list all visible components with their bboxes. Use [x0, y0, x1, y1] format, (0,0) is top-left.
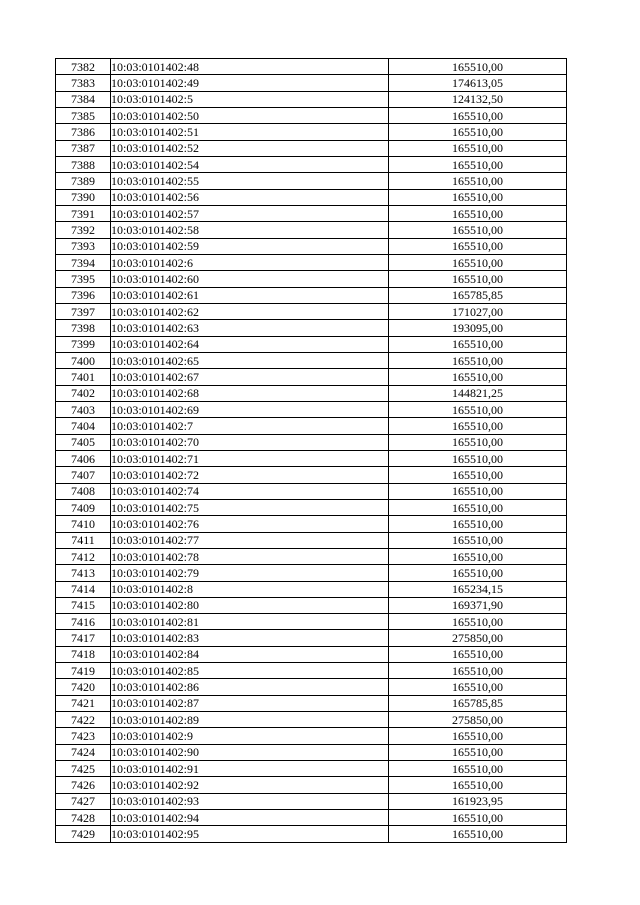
cadastral-value-cell: 169371,90 [389, 597, 567, 613]
row-number-cell: 7388 [56, 156, 111, 172]
table-row [56, 483, 567, 499]
table-row [56, 646, 567, 662]
cadastral-number-cell: 10:03:0101402:54 [111, 156, 389, 172]
cadastral-value-cell: 193095,00 [389, 320, 567, 336]
row-number-cell: 7423 [56, 728, 111, 744]
row-number-cell: 7385 [56, 107, 111, 123]
cadastral-value-cell: 165510,00 [389, 663, 567, 679]
cadastral-value-cell: 165510,00 [389, 499, 567, 515]
row-number-cell: 7426 [56, 777, 111, 793]
cadastral-number-cell: 10:03:0101402:89 [111, 712, 389, 728]
cadastral-number-cell: 10:03:0101402:92 [111, 777, 389, 793]
table-body [56, 59, 567, 843]
table-row [56, 516, 567, 532]
row-number-cell: 7420 [56, 679, 111, 695]
row-number-cell: 7386 [56, 124, 111, 140]
cadastral-value-cell: 165510,00 [389, 107, 567, 123]
cadastral-value-cell: 165510,00 [389, 810, 567, 826]
cadastral-value-cell: 165510,00 [389, 156, 567, 172]
row-number-cell: 7393 [56, 238, 111, 254]
cadastral-number-cell: 10:03:0101402:63 [111, 320, 389, 336]
cadastral-number-cell: 10:03:0101402:77 [111, 532, 389, 548]
cadastral-number-cell: 10:03:0101402:58 [111, 222, 389, 238]
cadastral-value-cell: 165785,85 [389, 287, 567, 303]
table-row [56, 107, 567, 123]
row-number-cell: 7394 [56, 254, 111, 270]
row-number-cell: 7421 [56, 695, 111, 711]
cadastral-number-cell: 10:03:0101402:48 [111, 59, 389, 75]
row-number-cell: 7429 [56, 826, 111, 842]
table-row [56, 254, 567, 270]
cadastral-number-cell: 10:03:0101402:91 [111, 761, 389, 777]
cadastral-value-cell: 165510,00 [389, 222, 567, 238]
cadastral-value-cell: 165510,00 [389, 140, 567, 156]
cadastral-number-cell: 10:03:0101402:68 [111, 385, 389, 401]
row-number-cell: 7387 [56, 140, 111, 156]
cadastral-number-cell: 10:03:0101402:75 [111, 499, 389, 515]
cadastral-value-cell: 165510,00 [389, 679, 567, 695]
cadastral-number-cell: 10:03:0101402:80 [111, 597, 389, 613]
cadastral-value-cell: 165510,00 [389, 401, 567, 417]
row-number-cell: 7395 [56, 271, 111, 287]
row-number-cell: 7398 [56, 320, 111, 336]
cadastral-value-cell: 165510,00 [389, 418, 567, 434]
cadastral-value-cell: 161923,95 [389, 793, 567, 809]
table-row [56, 728, 567, 744]
row-number-cell: 7400 [56, 352, 111, 368]
cadastral-value-cell: 124132,50 [389, 91, 567, 107]
cadastral-value-cell: 165785,85 [389, 695, 567, 711]
table-row [56, 156, 567, 172]
cadastral-number-cell: 10:03:0101402:52 [111, 140, 389, 156]
table-row [56, 597, 567, 613]
cadastral-number-cell: 10:03:0101402:64 [111, 336, 389, 352]
row-number-cell: 7389 [56, 173, 111, 189]
table-row [56, 401, 567, 417]
row-number-cell: 7397 [56, 303, 111, 319]
row-number-cell: 7382 [56, 59, 111, 75]
cadastral-number-cell: 10:03:0101402:72 [111, 467, 389, 483]
cadastral-number-cell: 10:03:0101402:86 [111, 679, 389, 695]
cadastral-number-cell: 10:03:0101402:61 [111, 287, 389, 303]
cadastral-number-cell: 10:03:0101402:70 [111, 434, 389, 450]
cadastral-value-cell: 165510,00 [389, 826, 567, 842]
table-row [56, 744, 567, 760]
cadastral-number-cell: 10:03:0101402:81 [111, 614, 389, 630]
cadastral-number-cell: 10:03:0101402:74 [111, 483, 389, 499]
cadastral-number-cell: 10:03:0101402:83 [111, 630, 389, 646]
cadastral-value-cell: 165510,00 [389, 614, 567, 630]
cadastral-value-cell: 165510,00 [389, 467, 567, 483]
table-row [56, 336, 567, 352]
table-row [56, 761, 567, 777]
cadastral-value-cell: 165510,00 [389, 450, 567, 466]
cadastral-number-cell: 10:03:0101402:71 [111, 450, 389, 466]
row-number-cell: 7407 [56, 467, 111, 483]
row-number-cell: 7390 [56, 189, 111, 205]
table-row [56, 238, 567, 254]
cadastral-number-cell: 10:03:0101402:8 [111, 581, 389, 597]
row-number-cell: 7424 [56, 744, 111, 760]
cadastral-value-cell: 174613,05 [389, 75, 567, 91]
cadastral-value-cell: 165510,00 [389, 516, 567, 532]
cadastral-value-cell: 165510,00 [389, 254, 567, 270]
cadastral-number-cell: 10:03:0101402:79 [111, 565, 389, 581]
cadastral-number-cell: 10:03:0101402:60 [111, 271, 389, 287]
cadastral-number-cell: 10:03:0101402:56 [111, 189, 389, 205]
row-number-cell: 7417 [56, 630, 111, 646]
row-number-cell: 7403 [56, 401, 111, 417]
table-row [56, 679, 567, 695]
cadastral-value-table [55, 58, 567, 843]
table-row [56, 140, 567, 156]
table-row [56, 352, 567, 368]
cadastral-value-cell: 165510,00 [389, 761, 567, 777]
cadastral-number-cell: 10:03:0101402:59 [111, 238, 389, 254]
cadastral-value-cell: 165510,00 [389, 336, 567, 352]
cadastral-value-cell: 165510,00 [389, 548, 567, 564]
cadastral-value-cell: 275850,00 [389, 712, 567, 728]
table-row [56, 467, 567, 483]
cadastral-value-cell: 275850,00 [389, 630, 567, 646]
table-row [56, 777, 567, 793]
cadastral-number-cell: 10:03:0101402:55 [111, 173, 389, 189]
table-row [56, 663, 567, 679]
cadastral-value-cell: 165510,00 [389, 59, 567, 75]
cadastral-number-cell: 10:03:0101402:62 [111, 303, 389, 319]
cadastral-value-cell: 165510,00 [389, 434, 567, 450]
cadastral-number-cell: 10:03:0101402:85 [111, 663, 389, 679]
cadastral-number-cell: 10:03:0101402:93 [111, 793, 389, 809]
cadastral-number-cell: 10:03:0101402:95 [111, 826, 389, 842]
cadastral-number-cell: 10:03:0101402:69 [111, 401, 389, 417]
table-row [56, 222, 567, 238]
table-row [56, 793, 567, 809]
table-row [56, 565, 567, 581]
cadastral-value-cell: 165510,00 [389, 369, 567, 385]
table-row [56, 59, 567, 75]
table-row [56, 695, 567, 711]
table-row [56, 450, 567, 466]
cadastral-number-cell: 10:03:0101402:50 [111, 107, 389, 123]
cadastral-value-cell: 165510,00 [389, 532, 567, 548]
row-number-cell: 7425 [56, 761, 111, 777]
table-row [56, 91, 567, 107]
cadastral-value-cell: 165510,00 [389, 189, 567, 205]
row-number-cell: 7391 [56, 205, 111, 221]
cadastral-value-cell: 165510,00 [389, 646, 567, 662]
table-row [56, 826, 567, 842]
table-row [56, 271, 567, 287]
cadastral-number-cell: 10:03:0101402:57 [111, 205, 389, 221]
table-row [56, 287, 567, 303]
cadastral-number-cell: 10:03:0101402:5 [111, 91, 389, 107]
cadastral-value-cell: 165510,00 [389, 238, 567, 254]
table-row [56, 320, 567, 336]
cadastral-value-cell: 165234,15 [389, 581, 567, 597]
cadastral-value-cell: 165510,00 [389, 271, 567, 287]
row-number-cell: 7404 [56, 418, 111, 434]
table-row [56, 532, 567, 548]
table-row [56, 418, 567, 434]
table-row [56, 712, 567, 728]
row-number-cell: 7396 [56, 287, 111, 303]
cadastral-value-cell: 165510,00 [389, 565, 567, 581]
cadastral-value-cell: 171027,00 [389, 303, 567, 319]
row-number-cell: 7405 [56, 434, 111, 450]
table-row [56, 630, 567, 646]
table-row [56, 369, 567, 385]
table-row [56, 124, 567, 140]
row-number-cell: 7406 [56, 450, 111, 466]
cadastral-number-cell: 10:03:0101402:67 [111, 369, 389, 385]
cadastral-value-cell: 165510,00 [389, 483, 567, 499]
table-row [56, 205, 567, 221]
cadastral-number-cell: 10:03:0101402:76 [111, 516, 389, 532]
row-number-cell: 7413 [56, 565, 111, 581]
row-number-cell: 7410 [56, 516, 111, 532]
row-number-cell: 7384 [56, 91, 111, 107]
cadastral-number-cell: 10:03:0101402:90 [111, 744, 389, 760]
cadastral-number-cell: 10:03:0101402:94 [111, 810, 389, 826]
cadastral-number-cell: 10:03:0101402:49 [111, 75, 389, 91]
table-row [56, 499, 567, 515]
row-number-cell: 7412 [56, 548, 111, 564]
cadastral-value-cell: 165510,00 [389, 728, 567, 744]
cadastral-number-cell: 10:03:0101402:84 [111, 646, 389, 662]
table-row [56, 548, 567, 564]
table-row [56, 189, 567, 205]
cadastral-value-cell: 165510,00 [389, 124, 567, 140]
table-row [56, 173, 567, 189]
row-number-cell: 7428 [56, 810, 111, 826]
cadastral-value-cell: 165510,00 [389, 352, 567, 368]
cadastral-number-cell: 10:03:0101402:6 [111, 254, 389, 270]
table-row [56, 75, 567, 91]
table-row [56, 581, 567, 597]
row-number-cell: 7415 [56, 597, 111, 613]
cadastral-value-cell: 144821,25 [389, 385, 567, 401]
cadastral-value-cell: 165510,00 [389, 777, 567, 793]
row-number-cell: 7408 [56, 483, 111, 499]
row-number-cell: 7418 [56, 646, 111, 662]
cadastral-number-cell: 10:03:0101402:7 [111, 418, 389, 434]
table-row [56, 385, 567, 401]
cadastral-number-cell: 10:03:0101402:51 [111, 124, 389, 140]
table-row [56, 614, 567, 630]
row-number-cell: 7392 [56, 222, 111, 238]
row-number-cell: 7399 [56, 336, 111, 352]
row-number-cell: 7422 [56, 712, 111, 728]
row-number-cell: 7414 [56, 581, 111, 597]
row-number-cell: 7427 [56, 793, 111, 809]
cadastral-number-cell: 10:03:0101402:9 [111, 728, 389, 744]
cadastral-value-cell: 165510,00 [389, 173, 567, 189]
table-row [56, 303, 567, 319]
cadastral-number-cell: 10:03:0101402:87 [111, 695, 389, 711]
row-number-cell: 7383 [56, 75, 111, 91]
cadastral-number-cell: 10:03:0101402:65 [111, 352, 389, 368]
row-number-cell: 7401 [56, 369, 111, 385]
row-number-cell: 7402 [56, 385, 111, 401]
cadastral-value-cell: 165510,00 [389, 205, 567, 221]
row-number-cell: 7409 [56, 499, 111, 515]
row-number-cell: 7419 [56, 663, 111, 679]
cadastral-number-cell: 10:03:0101402:78 [111, 548, 389, 564]
row-number-cell: 7411 [56, 532, 111, 548]
table-row [56, 434, 567, 450]
cadastral-value-cell: 165510,00 [389, 744, 567, 760]
row-number-cell: 7416 [56, 614, 111, 630]
table-row [56, 810, 567, 826]
